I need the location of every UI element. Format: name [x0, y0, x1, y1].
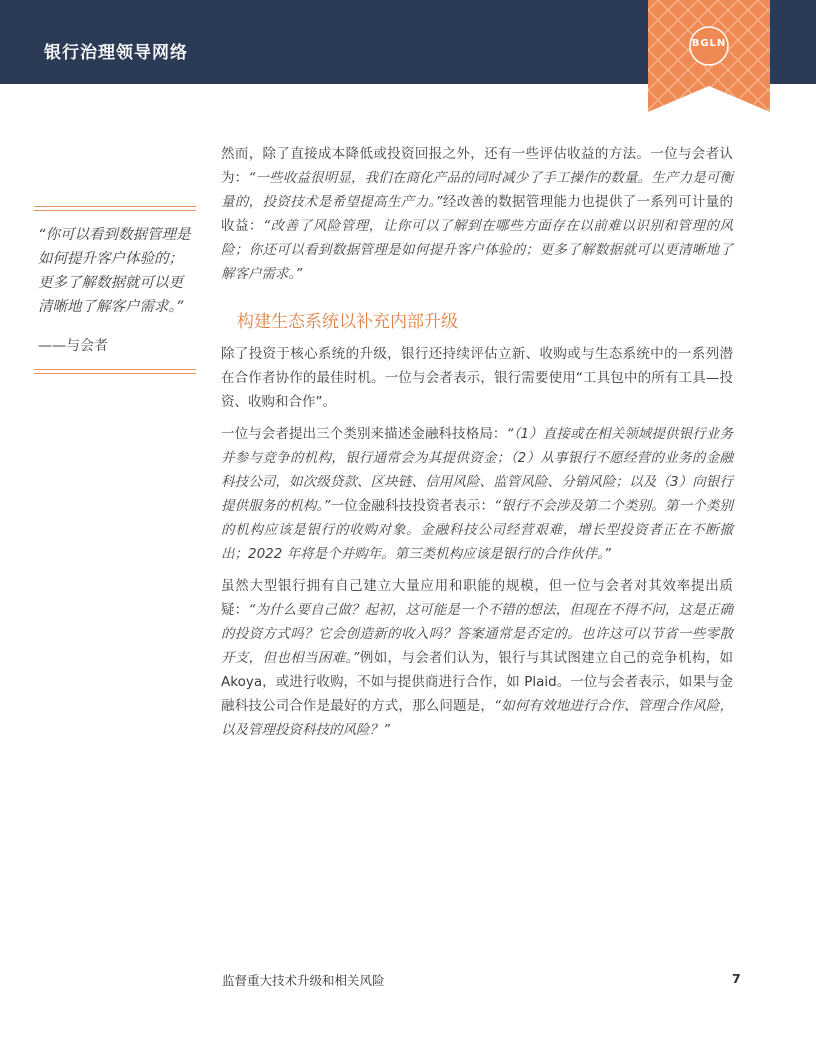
quote-text: “改善了风险管理，让你可以了解到在哪些方面存在以前难以识别和管理的风险；你还可以看到数据管理是如何提升客户体验的；更多了解数据就可以更清晰地了解客户需求。”: [221, 218, 734, 282]
section-heading: 构建生态系统以补充内部升级: [237, 312, 458, 332]
bgln-logo: [648, 0, 770, 112]
paragraph: [221, 422, 733, 566]
main-content: [221, 142, 733, 750]
pull-quote-attribution: ——与会者: [38, 338, 108, 354]
divider: [34, 206, 196, 207]
quote-text: “为什么要自己做？起初，这可能是一个不错的想法，但现在不得不问，这是正确的投资方式吗？它会创造新的收入吗？答案通常是否定的。也许这可以节省一些零散开支，但也相当困难。”: [221, 602, 734, 666]
pull-quote: [34, 206, 196, 377]
paragraph: 除了投资于核心系统的升级，银行还持续评估立新、收购或与生态系统中的一系列潜在合作者协作的最佳时机。一位与会者表示，银行需要使用“工具包中的所有工具—投资、收购和合作”。: [221, 346, 733, 410]
quote-text: “一些收益很明显，我们在商化产品的同时减少了手工操作的数量。生产力是可衡量的，投资技术是希望提高生产力。”: [221, 170, 734, 210]
quote-text: “（1）直接或在相关领域提供银行业务并参与竞争的机构，银行通常会为其提供资金；（2）从事银行不愿经营的业务的金融科技公司，如次级贷款、区块链、信用风险、监管风险、分销风险；以及（3）向银行提供服务的机构。”: [221, 426, 733, 514]
paragraph-text: 然而，除了直接成本降低或投资回报之外，还有一些评估收益的方法。一位与会者认为：: [221, 146, 733, 186]
pull-quote-text: “你可以看到数据管理是如何提升客户体验的；更多了解数据就可以更清晰地了解客户需求。”: [38, 227, 191, 315]
paragraph-text: 一位金融科技投资者表示：: [330, 498, 495, 514]
header-title: 银行治理领导网络: [44, 43, 188, 63]
paragraph: [221, 574, 733, 742]
divider: [34, 373, 196, 374]
quote-text: “银行不会涉及第二个类别。第一个类别的机构应该是银行的收购对象。金融科技公司经营艰难，增长型投资者正在不断撤出；2022 年将是个并购年。第三类机构应该是银行的合作伙伴。”: [221, 498, 733, 562]
paragraph: [221, 142, 733, 286]
divider: [34, 210, 196, 211]
footer-title: 监督重大技术升级和相关风险: [222, 973, 385, 988]
paragraph-text: 例如，与会者们认为，银行与其试图建立自己的竞争机构，如 Akoya，或进行收购，不如与提供商进行合作，如 Plaid。一位与会者表示，如果与金融科技公司合作是最好的方式，那么问题是，: [221, 650, 734, 714]
logo-text: BGLN: [691, 38, 727, 49]
quote-text: “如何有效地进行合作、管理合作风险，以及管理投资科技的风险？”: [221, 698, 734, 738]
paragraph-text: 经改善的数据管理能力也提供了一系列可计量的收益：: [221, 194, 733, 234]
divider: [34, 369, 196, 370]
paragraph-text: 虽然大型银行拥有自己建立大量应用和职能的规模，但一位与会者对其效率提出质疑：: [221, 578, 733, 618]
page-number: 7: [732, 971, 741, 986]
paragraph-text: 一位与会者提出三个类别来描述金融科技格局：: [221, 426, 507, 442]
